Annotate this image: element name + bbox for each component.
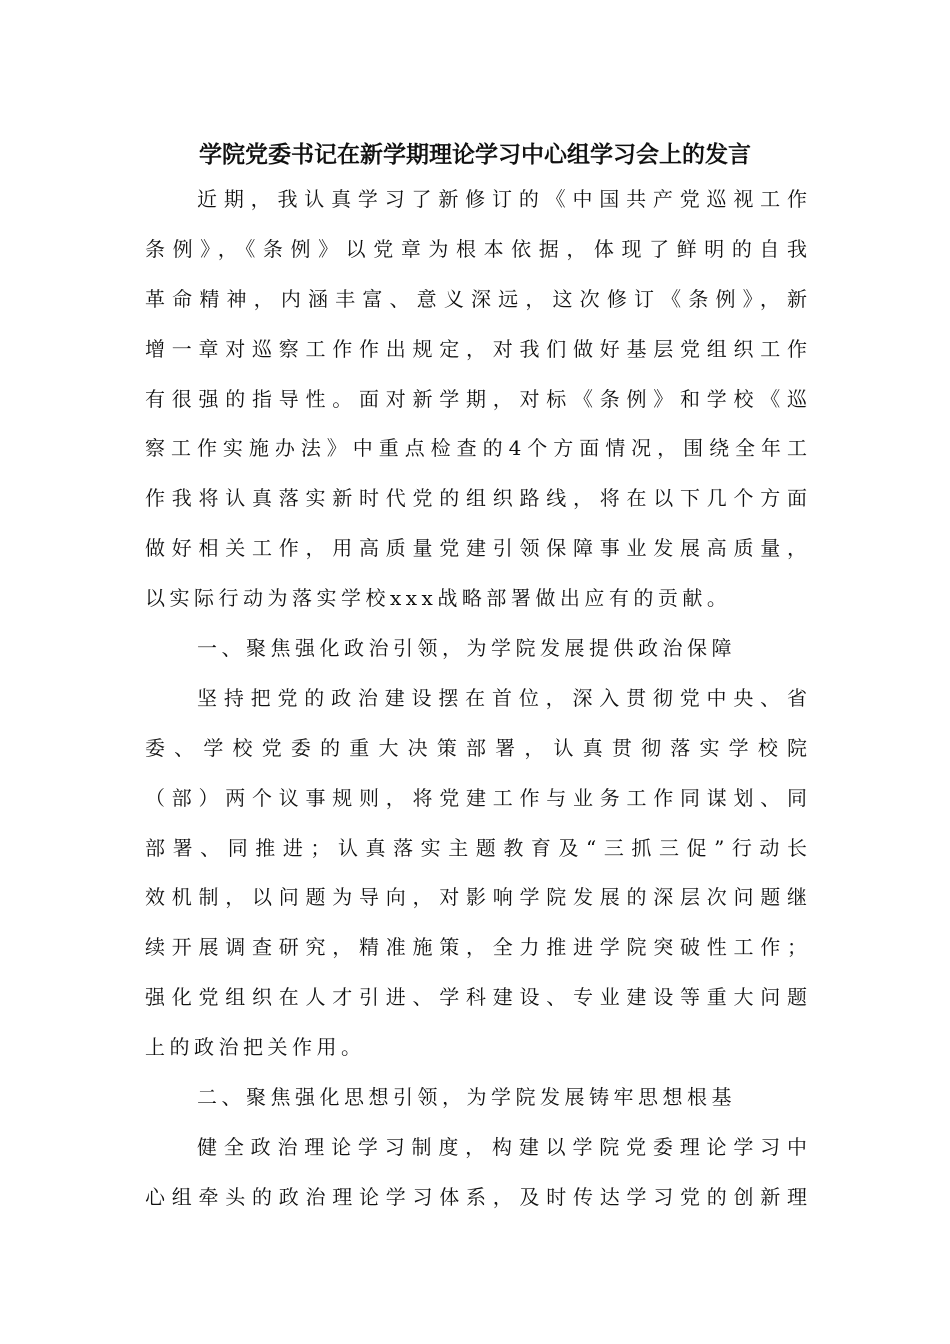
paragraph: [145, 175, 807, 624]
text-line: 上的政治把关作用。: [145, 1035, 366, 1060]
text-line: 委、学校党委的重大决策部署，认真贯彻落实学校院: [145, 735, 807, 760]
text-line: 近期，我认真学习了新修订的《中国共产党巡视工作: [197, 187, 807, 211]
text-line: 有很强的指导性。面对新学期，对标《条例》和学校《巡: [145, 386, 807, 411]
text-line: 条例》，《条例》以党章为根本依据，体现了鲜明的自我: [145, 236, 807, 261]
text-line: 作我将认真落实新时代党的组织路线，将在以下几个方面: [145, 486, 807, 511]
text-line: 二、聚焦强化思想引领，为学院发展铸牢思想根基: [197, 1085, 736, 1110]
text-line: （部）两个议事规则，将党建工作与业务工作同谋划、同: [145, 785, 807, 810]
text-line: 坚持把党的政治建设摆在首位，深入贯彻党中央、省: [197, 685, 807, 710]
text-line: 增一章对巡察工作作出规定，对我们做好基层党组织工作: [145, 336, 807, 361]
text-line: 革命精神，内涵丰富、意义深远，这次修订《条例》，新: [145, 286, 807, 311]
text-line: 效机制，以问题为导向，对影响学院发展的深层次问题继: [145, 885, 807, 910]
text-line: 续开展调查研究，精准施策，全力推进学院突破性工作；: [145, 935, 807, 960]
document-body: [145, 175, 807, 1223]
text-line: 心组牵头的政治理论学习体系，及时传达学习党的创新理: [145, 1184, 807, 1209]
text-line: 以实际行动为落实学校xxx战略部署做出应有的贡献。: [145, 586, 732, 611]
text-line: 强化党组织在人才引进、学科建设、专业建设等重大问题: [145, 985, 807, 1010]
document-title: 学院党委书记在新学期理论学习中心组学习会上的发言: [199, 141, 751, 168]
text-line: 一、聚焦强化政治引领，为学院发展提供政治保障: [197, 636, 736, 661]
section-heading: [145, 624, 807, 674]
text-line: 察工作实施办法》中重点检查的4个方面情况，围绕全年工: [145, 436, 807, 461]
section-heading: [145, 1073, 807, 1123]
paragraph: [145, 674, 807, 1073]
text-line: 部署、同推进；认真落实主题教育及“三抓三促”行动长: [145, 835, 807, 860]
text-line: 健全政治理论学习制度，构建以学院党委理论学习中: [197, 1134, 807, 1159]
text-line: 做好相关工作，用高质量党建引领保障事业发展高质量，: [145, 536, 807, 561]
paragraph: [145, 1123, 807, 1223]
